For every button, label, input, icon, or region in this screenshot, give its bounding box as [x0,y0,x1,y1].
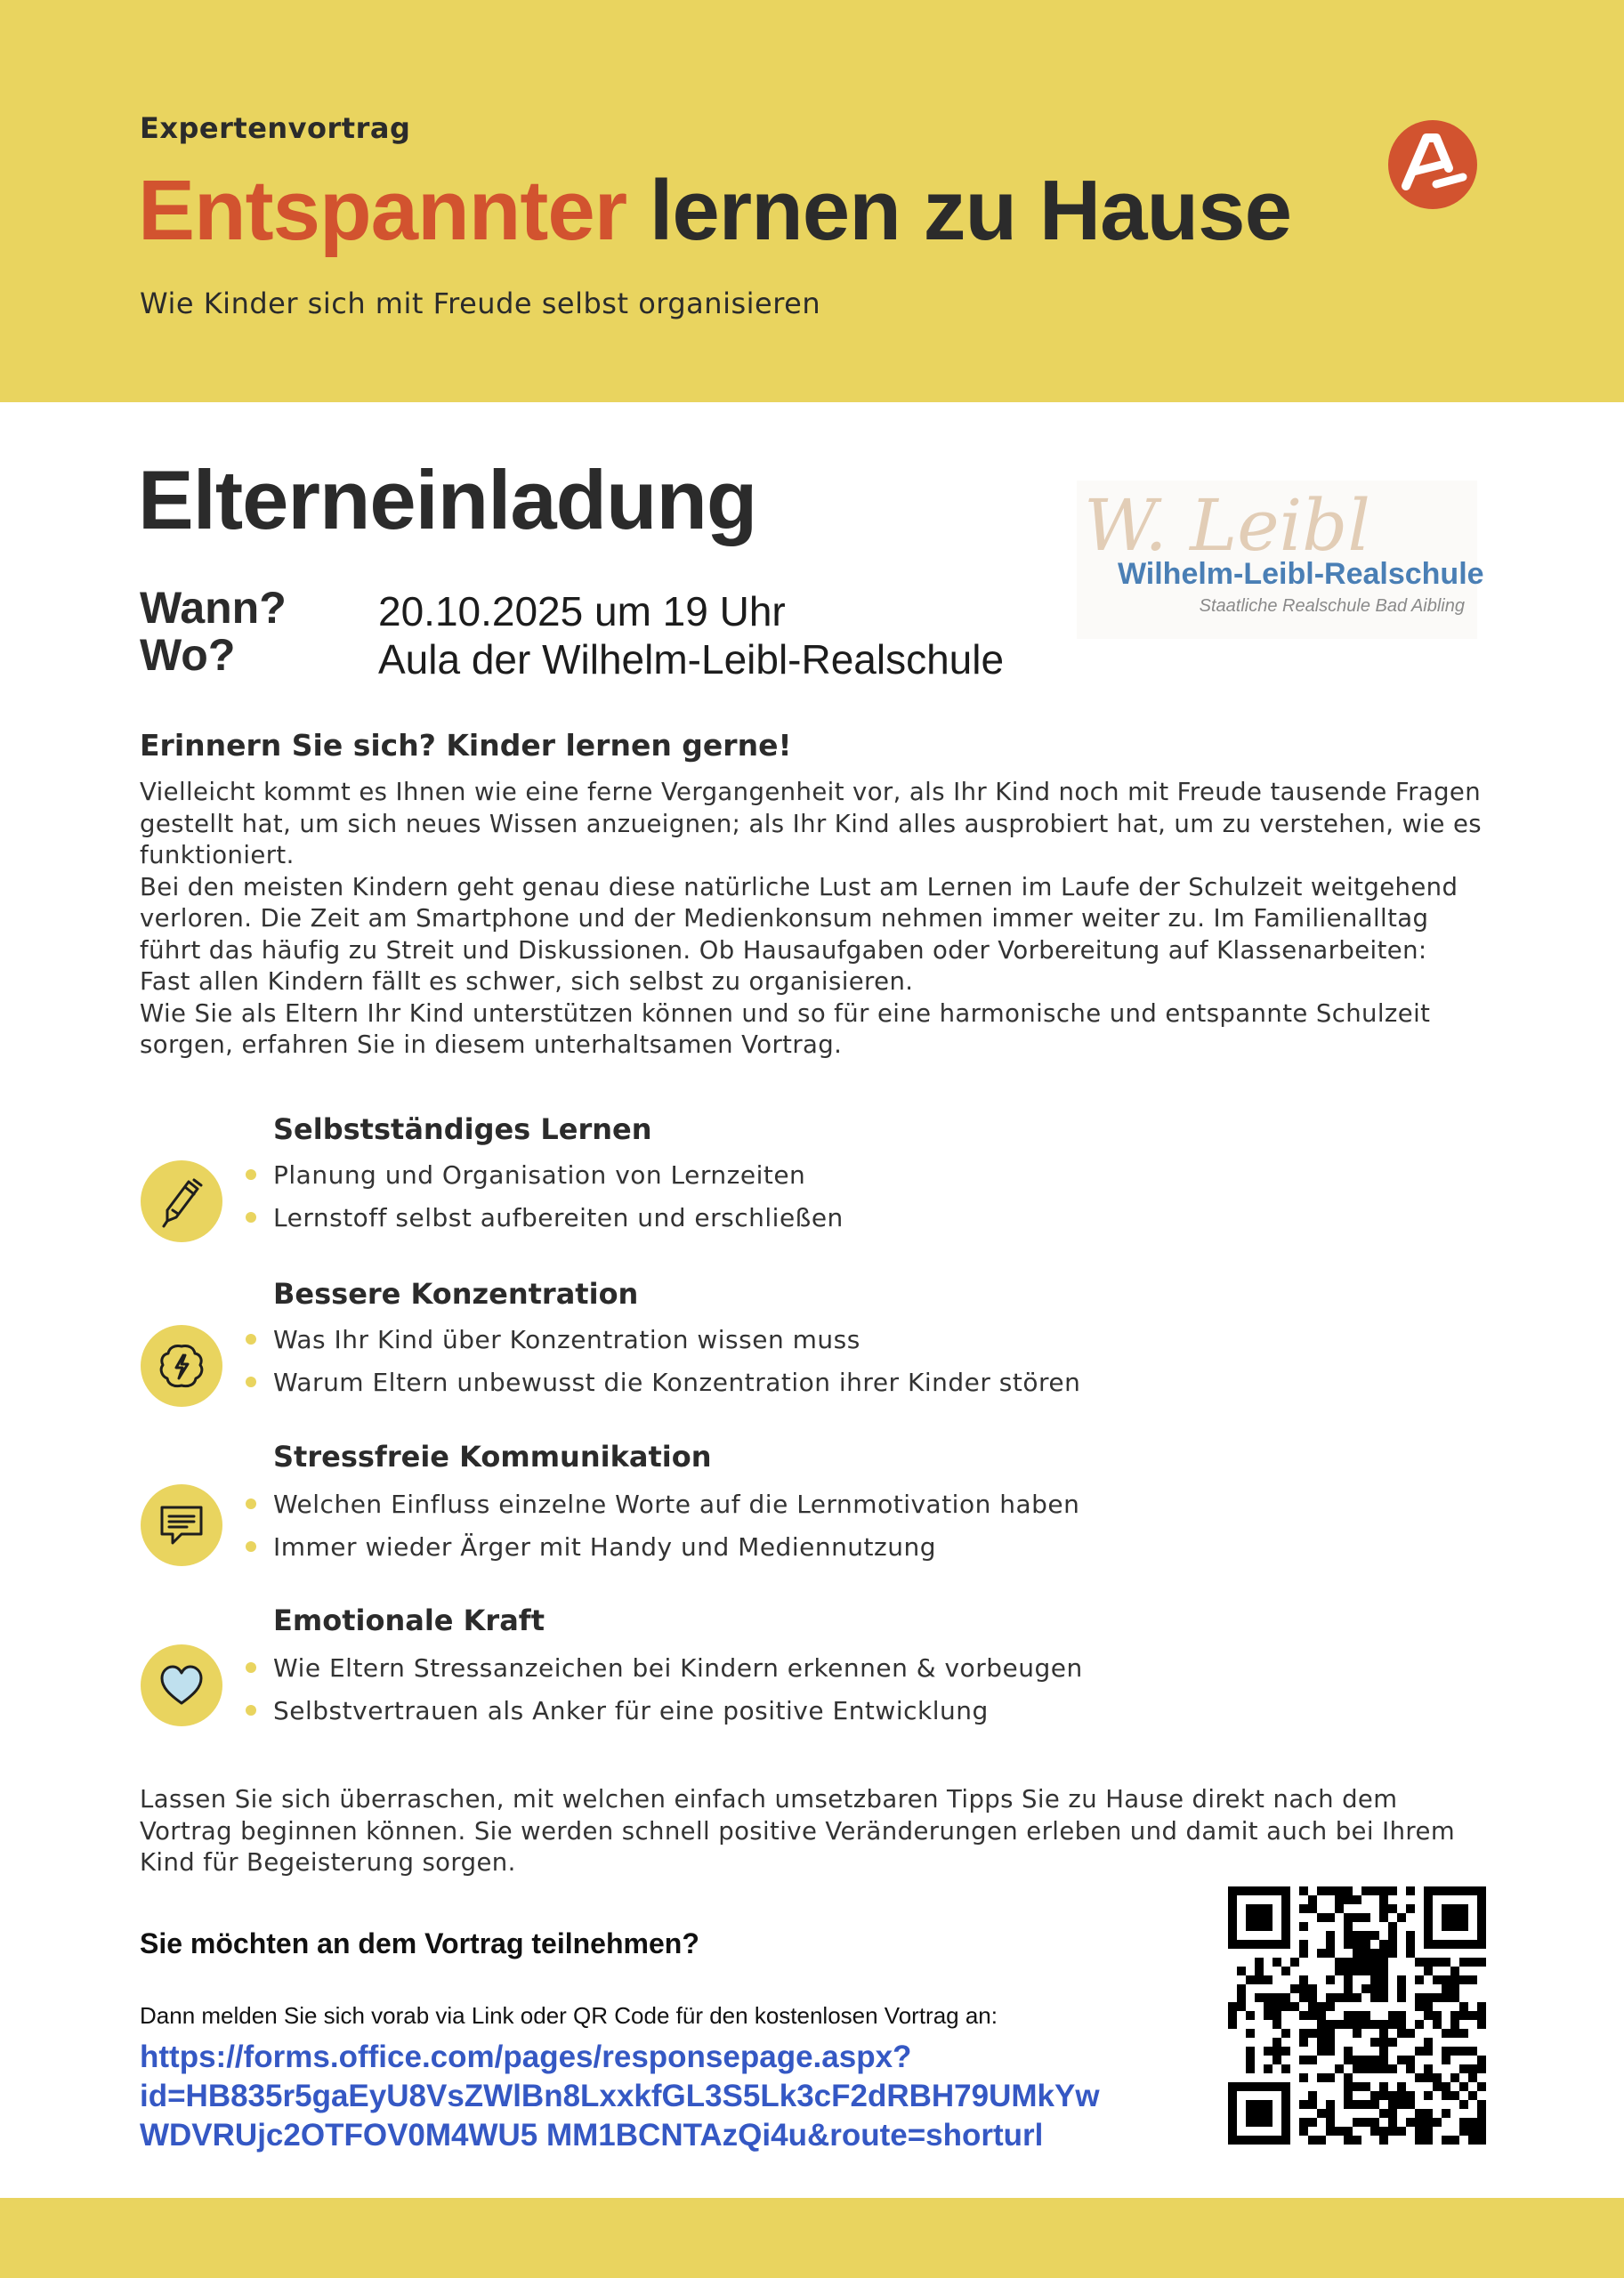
intro-heading: Erinnern Sie sich? Kinder lernen gerne! [140,728,792,763]
where-value: Aula der Wilhelm-Leibl-Realschule [378,636,1005,683]
headline-rest: lernen zu Hause [649,163,1291,258]
topic-bullet: Planung und Organisation von Lernzeiten [273,1160,806,1190]
bullet-dot [246,1334,256,1345]
topic-heading: Bessere Konzentration [273,1277,639,1311]
intro-paragraph: Wie Sie als Eltern Ihr Kind unterstützen können und so für eine harmonische und entspannte Schulzeit sorgen, erfahren Sie in diesem unterhaltsamen Vortrag. [140,998,1431,1059]
topic-heading: Selbstständiges Lernen [273,1112,652,1146]
closing-paragraph: Lassen Sie sich überraschen, mit welchen einfach umsetzbaren Tipps Sie zu Hause direkt nach dem Vortrag beginnen können. Sie werden schnell positive Veränderungen erleben und damit auch bei Ihrem Kind für Begeisterung sorgen. [140,1785,1456,1877]
brain-icon [141,1325,222,1407]
heart-icon [141,1644,222,1726]
topic-concentration [0,1277,1624,1437]
kicker: Expertenvortrag [140,111,411,145]
when-label: Wann? [140,583,287,633]
school-logo [1077,481,1484,639]
where-label: Wo? [140,630,236,680]
pen-icon [141,1160,222,1242]
school-logo-subline: Staatliche Realschule Bad Aibling [1199,596,1465,616]
intro-paragraph: Vielleicht kommt es Ihnen wie eine ferne Vergangenheit vor, als Ihr Kind noch mit Freude tausende Fragen gestellt hat, um sich neues Wissen anzueignen; als Ihr Kind alles ausprobiert hat, um zu verstehen, wie es funktioniert. [140,778,1482,869]
al-logo-icon [1386,118,1479,211]
bullet-dot [246,1169,256,1180]
bullet-dot [246,1705,256,1716]
bullet-dot [246,1662,256,1673]
intro-paragraph: Bei den meisten Kindern geht genau diese natürliche Lust am Lernen im Laufe der Schulzeit weitgehend verloren. Die Zeit am Smartphone und der Medienkonsum nehmen immer weiter zu. Im Familienalltag führt das häufig zu Streit und Diskussionen. Ob Hausaufgaben oder Vorbereitung auf Klassenarbeiten: Fast allen Kindern fällt es schwer, sich selbst zu organisieren. [140,872,1458,996]
topic-bullet: Warum Eltern unbewusst die Konzentration ihrer Kinder stören [273,1368,1081,1397]
signup-heading: Sie möchten an dem Vortrag teilnehmen? [140,1927,699,1959]
header-band [0,0,1624,402]
topic-bullet: Selbstvertrauen als Anker für eine positive Entwicklung [273,1696,989,1725]
topic-bullet: Immer wieder Ärger mit Handy und Mediennutzung [273,1532,936,1562]
signup-link-line: WDVRUjc2OTFOV0M4WU5 MM1BCNTAzQi4u&route=shorturl [140,2118,1044,2153]
page-headline [138,162,1291,260]
footer-band [0,2198,1624,2278]
topic-heading: Stressfreie Kommunikation [273,1440,712,1474]
bullet-dot [246,1212,256,1223]
bullet-dot [246,1498,256,1509]
signup-link-line: https://forms.office.com/pages/responsepage.aspx? [140,2040,912,2074]
topic-bullet: Lernstoff selbst aufbereiten und erschließen [273,1203,844,1232]
signup-text: Dann melden Sie sich vorab via Link oder QR Code für den kostenlosen Vortrag an: [140,2002,998,2029]
school-logo-name: Wilhelm-Leibl-Realschule [1118,557,1484,591]
headline-accent: Entspannter [138,163,627,258]
topic-self-learning [0,1112,1624,1272]
topic-emotional-strength [0,1603,1624,1764]
signup-link[interactable] [140,2038,1225,2155]
page-title: Elterneinladung [138,453,757,546]
topic-heading: Emotionale Kraft [273,1603,545,1637]
when-value: 20.10.2025 um 19 Uhr [378,588,786,634]
topic-bullet: Wie Eltern Stressanzeichen bei Kindern erkennen & vorbeugen [273,1653,1083,1683]
chat-bubble-icon [141,1484,222,1566]
intro-body [140,777,1483,1062]
topic-bullet: Welchen Einfluss einzelne Worte auf die Lernmotivation haben [273,1490,1080,1519]
bullet-dot [246,1377,256,1387]
topic-bullet: Was Ihr Kind über Konzentration wissen muss [273,1325,860,1354]
headline-subtitle: Wie Kinder sich mit Freude selbst organisieren [140,287,821,320]
signup-link-line: id=HB835r5gaEyU8VsZWlBn8LxxkfGL3S5Lk3cF2dRBH79UMkYw [140,2079,1100,2113]
topic-communication [0,1440,1624,1600]
school-logo-script: W. Leibl [1084,484,1370,567]
qr-code-icon[interactable] [1228,1886,1486,2145]
bullet-dot [246,1541,256,1552]
